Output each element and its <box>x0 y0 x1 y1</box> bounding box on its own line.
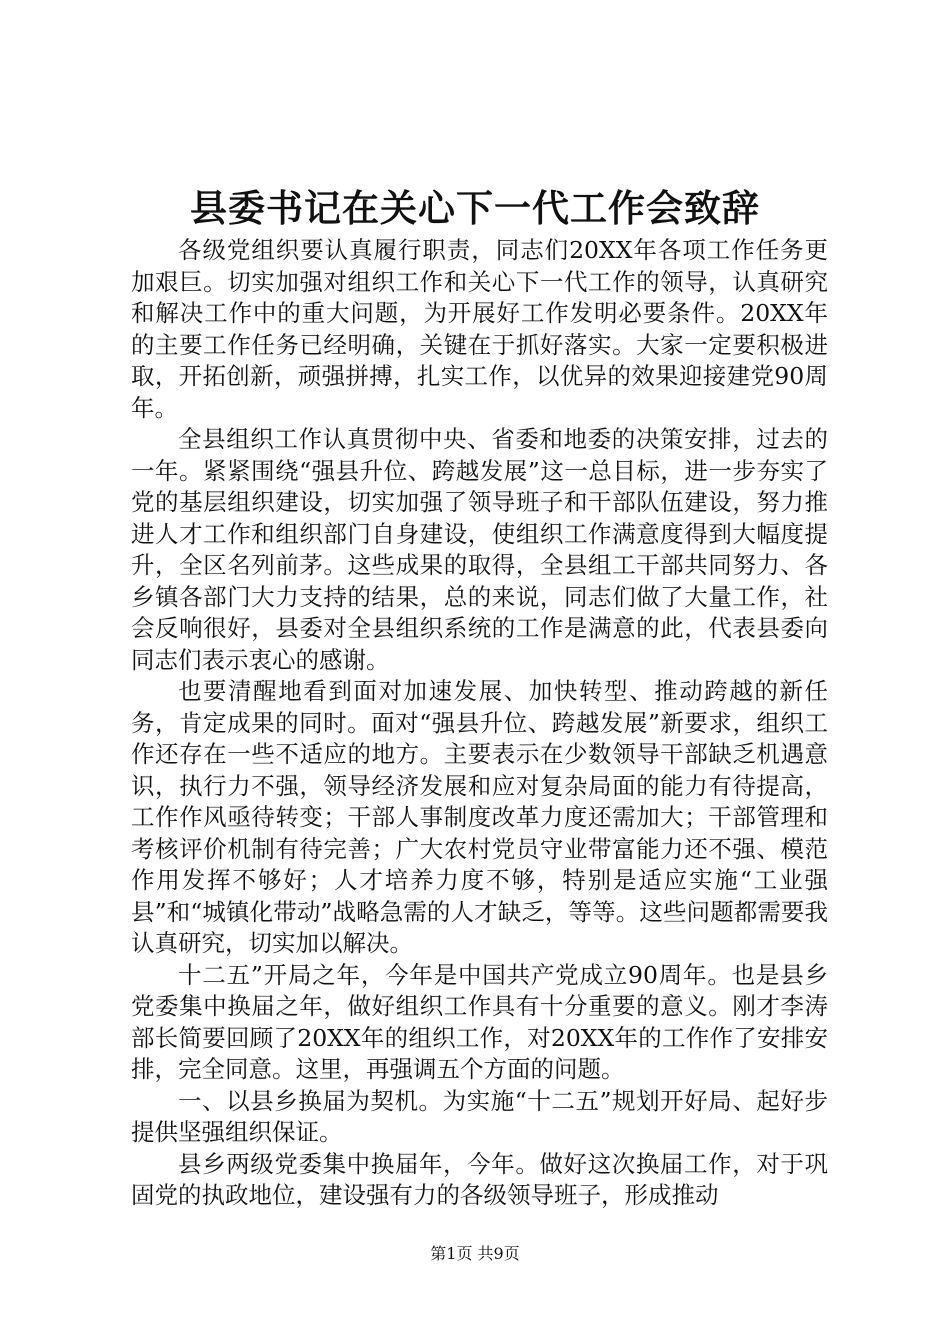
document-title: 县委书记在关心下一代工作会致辞 <box>190 186 760 230</box>
paragraph-3: 也要清醒地看到面对加速发展、加快转型、推动跨越的新任务，肯定成果的同时。面对“强县升位、跨越发展”新要求，组织工作还存在一些不适应的地方。主要表示在少数领导干部缺乏机遇意识，执行力不强，领导经济发展和应对复杂局面的能力有待提高，工作作风亟待转变；干部人事制度改革力度还需加大；干部管理和考核评价机制有待完善；广大农村党员守业带富能力还不强、模范作用发挥不够好；人才培养力度不够，特别是适应实施“工业强县”和“城镇化带动”战略急需的人才缺乏，等等。这些问题都需要我认真研究，切实加以解决。 <box>131 677 828 957</box>
document-body <box>131 235 828 1212</box>
paragraph-5: 一、以县乡换届为契机。为实施“十二五”规划开好局、起好步提供坚强组织保证。 <box>131 1086 828 1146</box>
paragraph-4: 十二五”开局之年，今年是中国共产党成立90周年。也是县乡党委集中换届之年，做好组织工作具有十分重要的意义。刚才李涛部长简要回顾了20XX年的组织工作，对20XX年的工作作了安排安排，完全同意。这里，再强调五个方面的问题。 <box>131 960 828 1083</box>
paragraph-2: 全县组织工作认真贯彻中央、省委和地委的决策安排，过去的一年。紧紧围绕“强县升位、跨越发展”这一总目标，进一步夯实了党的基层组织建设，切实加强了领导班子和干部队伍建设，努力推进人才工作和组织部门自身建设，使组织工作满意度得到大幅度提升，全区名列前茅。这些成果的取得，全县组工干部共同努力、各乡镇各部门大力支持的结果，总的来说，同志们做了大量工作，社会反响很好，县委对全县组织系统的工作是满意的此，代表县委向同志们表示衷心的感谢。 <box>131 425 828 674</box>
paragraph-6: 县乡两级党委集中换届年，今年。做好这次换届工作，对于巩固党的执政地位，建设强有力的各级领导班子，形成推动 <box>131 1149 828 1209</box>
paragraph-1: 各级党组织要认真履行职责，同志们20XX年各项工作任务更加艰巨。切实加强对组织工作和关心下一代工作的领导，认真研究和解决工作中的重大问题，为开展好工作发明必要条件。20XX年的主要工作任务已经明确，关键在于抓好落实。大家一定要积极进取，开拓创新，顽强拼搏，扎实工作，以优异的效果迎接建党90周年。 <box>131 236 828 422</box>
page-number-footer: 第1页 共9页 <box>430 1244 520 1263</box>
